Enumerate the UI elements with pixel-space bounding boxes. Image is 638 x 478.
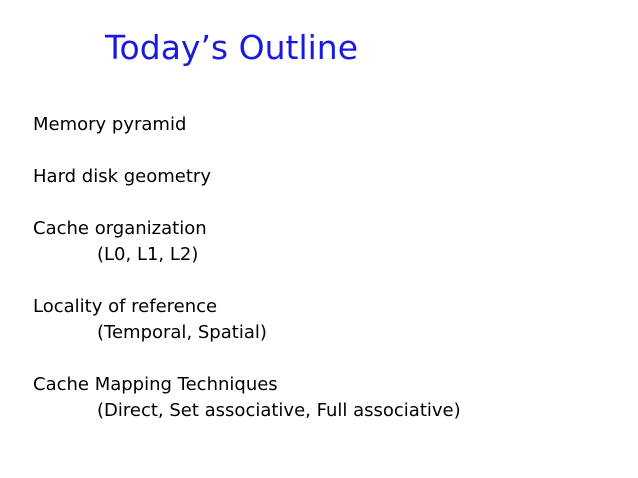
- outline-item-label: Cache organization: [33, 218, 207, 239]
- outline-item-label: Cache Mapping Techniques: [33, 374, 278, 395]
- outline-item-hard-disk-geometry: [33, 164, 461, 190]
- outline-item-detail: (Direct, Set associative, Full associative): [97, 400, 461, 421]
- outline-item-detail: (L0, L1, L2): [97, 244, 199, 265]
- outline-item-memory-pyramid: [33, 112, 461, 138]
- outline-item-locality-of-reference: [33, 294, 461, 346]
- outline-item-label: Locality of reference: [33, 296, 218, 317]
- slide-title: Today’s Outline: [105, 28, 358, 67]
- outline-item-label: Hard disk geometry: [33, 166, 211, 187]
- outline-list: [33, 112, 461, 424]
- outline-item-cache-mapping-techniques: [33, 372, 461, 424]
- outline-item-cache-organization: [33, 216, 461, 268]
- outline-item-detail: (Temporal, Spatial): [97, 322, 267, 343]
- outline-item-label: Memory pyramid: [33, 114, 187, 135]
